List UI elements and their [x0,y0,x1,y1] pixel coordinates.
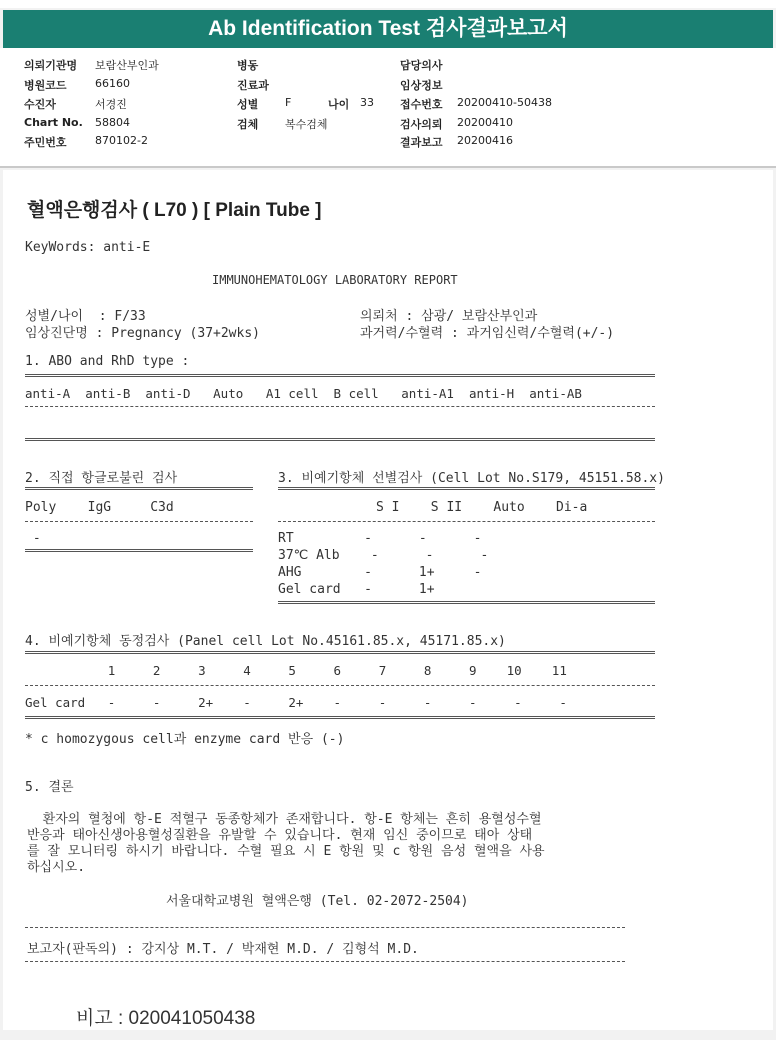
code-label: 병원코드 [24,79,67,92]
section-4-rule-top [25,651,655,654]
screen-row-alb: 37℃ Alb - - - [278,548,489,563]
screen-row-ahg: AHG - 1+ - [278,565,482,580]
document-title: 혈액은행검사 ( L70 ) [ Plain Tube ] [27,200,322,221]
hospital-value: 보람산부인과 [95,59,159,72]
sex-label: 성별 [237,98,259,111]
panel-note: * c homozygous cell과 enzyme card 반응 (-) [25,732,345,747]
abo-header: anti-A anti-B anti-D Auto A1 cell B cell anti-A1 anti-H anti-AB [25,386,582,401]
rrn-value: 870102-2 [95,134,148,147]
report-title-bar: Ab Identification Test 검사결과보고서 [3,10,773,48]
sex-age-line: 성별/나이 : F/33 [25,309,146,324]
age-label: 나이 [328,98,350,111]
screen-row-gel: Gel card - 1+ [278,582,435,597]
screen-header: S I S II Auto Di-a [376,500,588,515]
history-line: 과거력/수혈력 : 과거임신력/수혈력(+/-) [360,326,615,341]
signature-rule-top [25,927,625,928]
keywords: KeyWords: anti-E [25,240,151,255]
reporter-line: 보고자(판독의) : 강지상 M.T. / 박재현 M.D. / 김형석 M.D. [27,942,419,957]
section-1-rule-mid [25,406,655,407]
signature-rule-bottom [25,961,625,962]
section-2-rule-mid [25,521,253,522]
section-4-rule-mid [25,685,655,686]
section-1-rule-top [25,374,655,377]
section-3-rule-bottom [278,601,655,604]
blood-bank-contact: 서울대학교병원 혈액은행 (Tel. 02-2072-2504) [166,894,469,909]
section-3-rule-mid [278,521,655,522]
patient-label: 수진자 [24,98,56,111]
diagnosis-line: 임상진단명 : Pregnancy (37+2wks) [25,326,260,341]
section-3-rule-top [278,487,655,490]
lab-report-title: IMMUNOHEMATOLOGY LABORATORY REPORT [212,273,458,287]
specimen-label: 검체 [237,118,259,131]
rrn-label: 주민번호 [24,136,67,149]
conclusion-line: 하십시오. [27,860,86,875]
section-4-rule-bottom [25,716,655,719]
report-value: 20200416 [457,134,513,147]
requester-line: 의뢰처 : 삼광/ 보람산부인과 [360,309,538,324]
screen-row-rt: RT - - - [278,531,482,546]
age-value: 33 [360,96,374,109]
panel-header: 1 2 3 4 5 6 7 8 9 10 11 [25,663,567,678]
report-label: 결과보고 [400,136,443,149]
section-1-title: 1. ABO and RhD type : [25,354,190,369]
section-4-title: 4. 비예기항체 동정검사 (Panel cell Lot No.45161.85.x, 45171.85.x) [25,634,506,649]
conclusion-line: 를 잘 모니터링 하시기 바랍니다. 수혈 필요 시 E 항원 및 c 항원 음성 혈액을 사용 [27,844,545,859]
conclusion-line: 환자의 혈청에 항-E 적혈구 동종항체가 존재합니다. 항-E 항체는 흔히 용혈성수혈 [27,812,542,827]
panel-row-gel: Gel card - - 2+ - 2+ - - - - - - [25,695,567,710]
dat-values: - [25,531,41,546]
section-2-title: 2. 직접 항글로불린 검사 [25,471,178,486]
hospital-label: 의뢰기관명 [24,59,78,72]
section-3-title: 3. 비예기항체 선별검사 (Cell Lot No.S179, 45151.58.x) [278,471,665,486]
remark-note: 비고 : 020041050438 [76,1008,256,1029]
patient-value: 서경진 [95,98,127,111]
chart-label: Chart No. [24,116,83,129]
section-1-rule-bottom [25,438,655,441]
clinical-label: 임상정보 [400,79,443,92]
patient-info-panel [0,48,776,168]
top-strip [0,0,776,8]
request-label: 검사의뢰 [400,118,443,131]
chart-value: 58804 [95,116,130,129]
ward-label: 병동 [237,59,259,72]
dept-label: 진료과 [237,79,269,92]
receipt-label: 접수번호 [400,98,443,111]
doctor-label: 담당의사 [400,59,443,72]
sex-value: F [285,96,292,109]
conclusion-line: 반응과 태아신생아용혈성질환을 유발할 수 있습니다. 현재 임신 중이므로 태아 상태 [27,828,533,843]
dat-header: Poly IgG C3d [25,500,174,515]
request-value: 20200410 [457,116,513,129]
section-5-title: 5. 결론 [25,780,74,795]
section-2-rule-top [25,487,253,490]
code-value: 66160 [95,77,130,90]
specimen-value: 복수검체 [285,118,328,131]
section-2-rule-bottom [25,549,253,552]
receipt-value: 20200410-50438 [457,96,552,109]
